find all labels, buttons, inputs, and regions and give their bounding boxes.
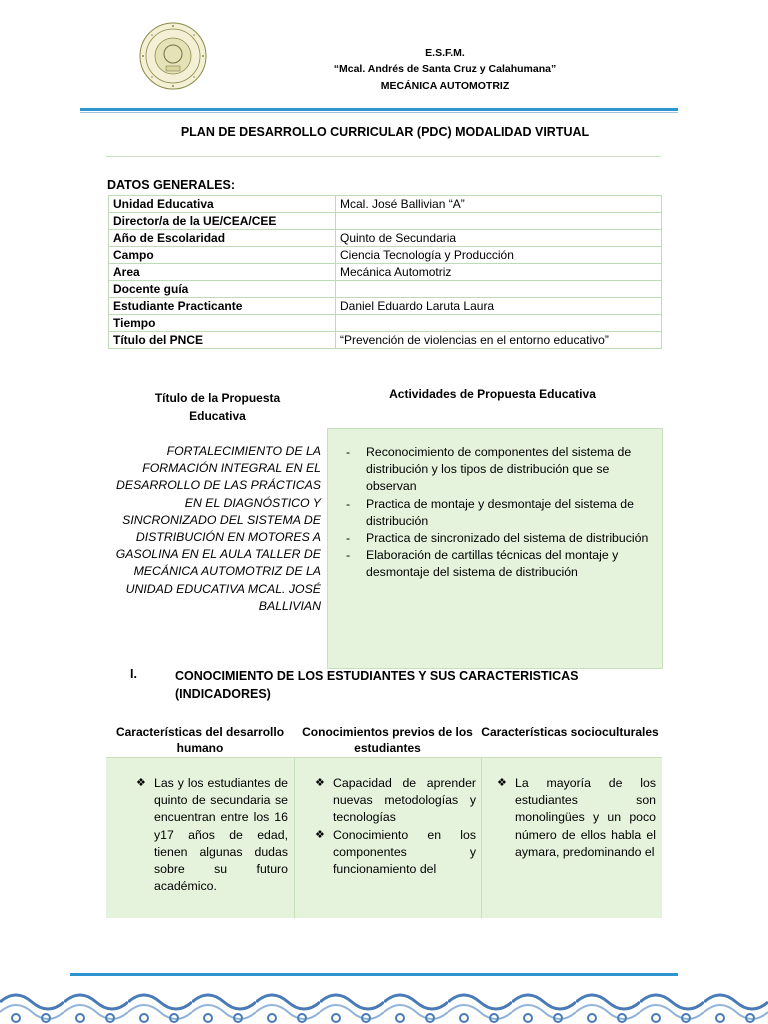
row-key: Docente guía [109, 281, 336, 298]
table-row [109, 298, 662, 315]
table-row [109, 196, 662, 213]
table-row [109, 213, 662, 230]
diamond-bullet-icon: ❖ [315, 777, 325, 789]
table-row [109, 264, 662, 281]
item-text: La mayoría de los estudiantes son monolingües y un poco número de ellos habla el aymara, predominando el [515, 776, 656, 859]
activity-text: Elaboración de cartillas técnicas del montaje y desmontaje del sistema de distribución [366, 548, 619, 580]
row-value: Daniel Eduardo Laruta Laura [336, 298, 662, 315]
desarrollo-cell [106, 758, 294, 918]
item-text: Las y los estudiantes de quinto de secundaria se encuentran entre los 16 y17 años de edad, tienen algunas dudas sobre su futuro académico. [154, 776, 288, 894]
socioculturales-cell [481, 758, 662, 918]
column-header-conocimientos: Conocimientos previos de los estudiantes [302, 725, 473, 755]
row-key: Tiempo [109, 315, 336, 332]
institution-abbrev: E.S.F.M. [425, 47, 465, 59]
datos-generales-table [108, 195, 662, 349]
list-item [132, 775, 288, 895]
table-row [109, 332, 662, 349]
row-value [336, 315, 662, 332]
table-row [109, 230, 662, 247]
propuesta-title-header: Título de la Propuesta Educativa [154, 391, 281, 423]
item-text: Conocimiento en los componentes y funcionamiento del [333, 827, 476, 877]
row-value: Quinto de Secundaria [336, 230, 662, 247]
activities-list [346, 444, 656, 582]
table-row [109, 315, 662, 332]
diamond-bullet-icon: ❖ [136, 777, 146, 789]
datos-generales-label: DATOS GENERALES: [107, 178, 236, 192]
footer-divider [70, 973, 678, 976]
row-value [336, 281, 662, 298]
list-item [346, 496, 656, 530]
propuesta-activities-cell [327, 428, 663, 669]
list-item [346, 547, 656, 581]
list-item [311, 775, 476, 827]
header-divider [80, 108, 678, 111]
socioculturales-list [493, 775, 656, 861]
dash-bullet: - [346, 445, 351, 459]
propuesta-title-text: FORTALECIMIENTO DE LA FORMACIÓN INTEGRAL EN EL DESARROLLO DE LAS PRÁCTICAS EN EL DIAGNÓSTICO Y SINCRONIZADO DEL SISTEMA DE DISTRIBUCIÓN EN MOTORES A GASOLINA EN EL AULA TALLER DE MECÁNICA AUTOMOTRIZ DE LA UNIDAD EDUCATIVA MCAL. JOSÉ BALLIVIAN [115, 444, 321, 613]
department-name: MECÁNICA AUTOMOTRIZ [380, 80, 510, 92]
row-key: Area [109, 264, 336, 281]
row-value: Ciencia Tecnología y Producción [336, 247, 662, 264]
column-header-socioculturales: Características socioculturales [481, 725, 659, 739]
dash-bullet: - [346, 548, 351, 563]
header-divider-thin [80, 112, 678, 113]
title-underline [106, 156, 661, 157]
row-value: “Prevención de violencias en el entorno educativo” [336, 332, 662, 349]
propuesta-title-cell [106, 428, 327, 668]
row-key: Campo [109, 247, 336, 264]
row-key: Año de Escolaridad [109, 230, 336, 247]
conocimientos-list [311, 775, 476, 878]
section-number: I. [130, 667, 137, 681]
institution-seal-logo [139, 22, 207, 90]
row-key: Título del PNCE [109, 332, 336, 349]
table-row [109, 247, 662, 264]
activity-text: Reconocimiento de componentes del sistema de distribución y los tipos de distribución que se observan [366, 445, 632, 494]
list-item [346, 444, 656, 496]
dash-bullet: - [346, 531, 351, 546]
propuesta-table [106, 428, 662, 668]
activity-text: Practica de sincronizado del sistema de distribución [366, 531, 649, 546]
row-value: Mecánica Automotriz [336, 264, 662, 281]
conocimientos-cell [294, 758, 482, 918]
row-value [336, 213, 662, 230]
characteristics-table [106, 757, 662, 918]
row-key: Director/a de la UE/CEA/CEE [109, 213, 336, 230]
column-header-desarrollo: Características del desarrollo humano [115, 725, 285, 755]
item-text: Capacidad de aprender nuevas metodologías y tecnologías [333, 776, 476, 825]
dash-bullet: - [346, 496, 351, 511]
row-value: Mcal. José Ballivian “A” [336, 196, 662, 213]
section-title: CONOCIMIENTO DE LOS ESTUDIANTES Y SUS CARACTERISTICAS (INDICADORES) [175, 669, 579, 701]
propuesta-activities-header: Actividades de Propuesta Educativa [389, 387, 596, 401]
diamond-bullet-icon: ❖ [497, 777, 507, 789]
decorative-pattern-band [0, 988, 768, 1024]
list-item [311, 827, 476, 879]
table-row [109, 281, 662, 298]
school-name: “Mcal. Andrés de Santa Cruz y Calahumana” [333, 63, 557, 75]
document-title: PLAN DE DESARROLLO CURRICULAR (PDC) MODALIDAD VIRTUAL [180, 125, 590, 139]
desarrollo-list [132, 775, 288, 895]
list-item [493, 775, 656, 861]
row-key: Estudiante Practicante [109, 298, 336, 315]
activity-text: Practica de montaje y desmontaje del sistema de distribución [366, 496, 634, 528]
diamond-bullet-icon: ❖ [315, 828, 325, 841]
row-key: Unidad Educativa [109, 196, 336, 213]
list-item [346, 530, 656, 547]
